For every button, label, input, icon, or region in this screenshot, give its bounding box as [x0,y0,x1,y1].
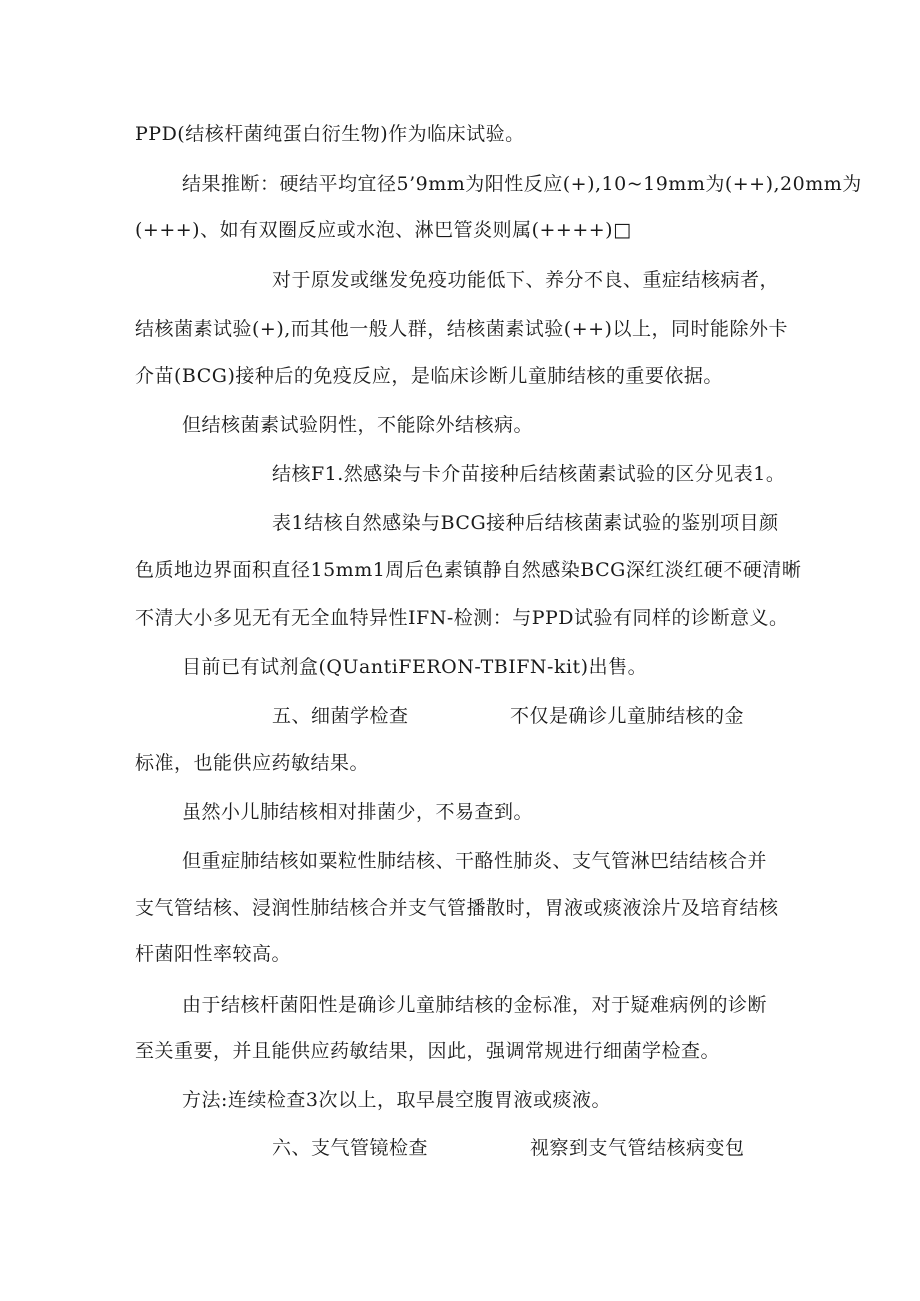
text-line: 方法:连续检查3次以上，取早晨空腹胃液或痰液。 [182,1089,611,1111]
text-line: 由于结核杆菌阳性是确诊儿童肺结核的金标准，对于疑难病例的诊断 [182,994,768,1016]
text-line: 色质地边界面积直径15mm1周后色素镇静自然感染BCG深红淡红硬不硬清晰 [135,559,802,581]
text-line: 结核菌素试验(+),而其他一般人群，结核菌素试验(++)以上，同时能除外卡 [135,318,788,340]
text-line: 不清大小多见无有无全血特异性IFN-检测：与PPD试验有同样的诊断意义。 [135,607,789,629]
section-text: 不仅是确诊儿童肺结核的金 [510,705,745,727]
text-line: 但重症肺结核如粟粒性肺结核、干酪性肺炎、支气管淋巴结结核合并 [182,850,768,872]
section-heading-5 [272,704,772,728]
text-line: 目前已有试剂盒(QUantiFERON-TBIFN-kit)出售。 [182,656,648,678]
text-line: 结核F1.然感染与卡介苗接种后结核菌素试验的区分见表1。 [272,463,786,485]
text-line: 标准，也能供应药敏结果。 [135,752,370,774]
text-line: 但结核菌素试验阴性，不能除外结核病。 [182,414,534,436]
text-line: 对于原发或继发免疫功能低下、养分不良、重症结核病者， [272,269,780,291]
text-line: 杆菌阳性率较高。 [135,943,292,965]
text-line: 虽然小儿肺结核相对排菌少，不易查到。 [182,801,534,823]
text-line: (+++)、如有双圈反应或水泡、淋巴管炎则属(++++)□ [135,219,632,241]
section-title: 六、支气管镜检查 [272,1137,429,1159]
text-line: PPD(结核杆菌纯蛋白衍生物)作为临床试验。 [135,123,525,145]
text-line: 至关重要，并且能供应药敏结果，因此，强调常规进行细菌学检查。 [135,1040,721,1062]
section-text: 视察到支气管结核病变包 [530,1137,745,1159]
text-line: 结果推断：硬结平均宜径5’9mm为阳性反应(+),10~19mm为(++),20mm为 [182,173,862,195]
section-title: 五、细菌学检查 [272,705,409,727]
section-heading-6 [272,1136,772,1160]
text-line: 表1结核自然感染与BCG接种后结核菌素试验的鉴别项目颜 [272,512,779,534]
text-line: 介苗(BCG)接种后的免疫反应，是临床诊断儿童肺结核的重要依据。 [135,365,723,387]
text-line: 支气管结核、浸润性肺结核合并支气管播散时，胃液或痰液涂片及培育结核 [135,897,779,919]
